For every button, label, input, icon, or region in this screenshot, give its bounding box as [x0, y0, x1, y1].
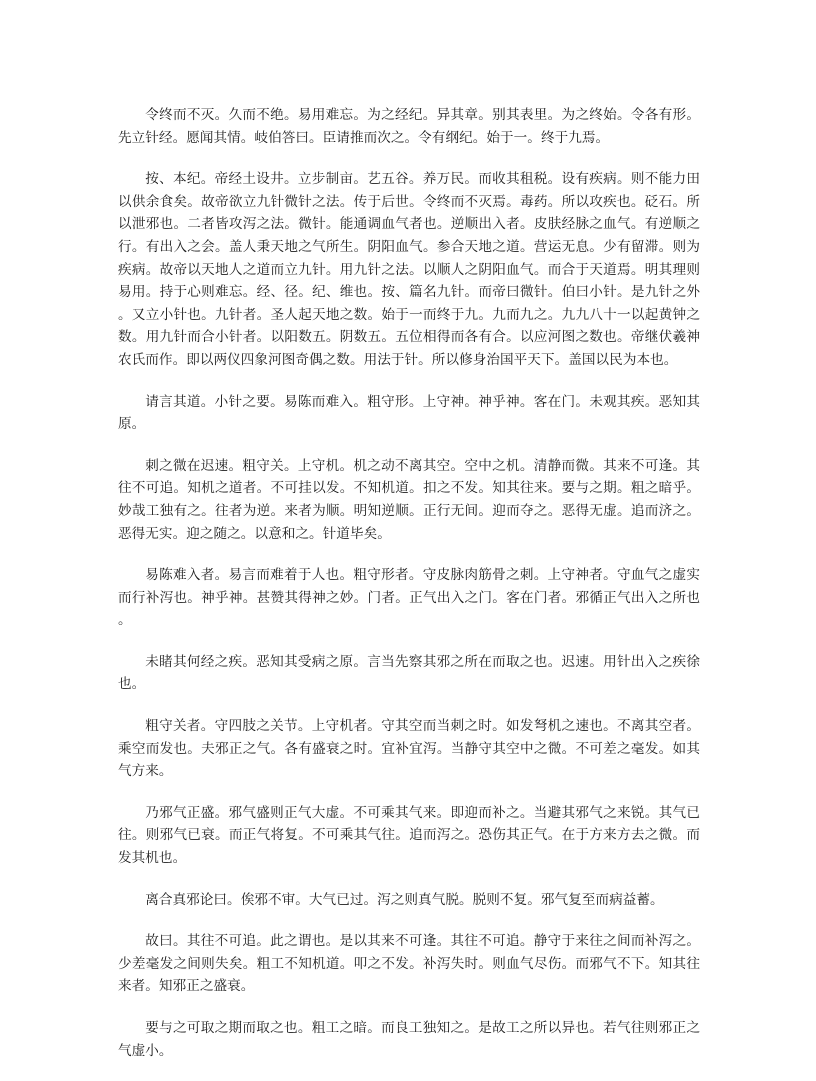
document-page [118, 104, 700, 1081]
paragraph-5: 易陈难入者。易言而难着于人也。粗守形者。守皮脉肉筋骨之刺。上守神者。守血气之虚实而行补泻也。神乎神。甚赞其得神之妙。门者。正气出入之门。客在门者。邪循正气出入之所也。 [118, 567, 700, 629]
paragraph-7: 粗守关者。守四肢之关节。上守机者。守其空而当刺之时。如发弩机之速也。不离其空者。乘空而发也。夫邪正之气。各有盛衰之时。宜补宜泻。当静守其空中之微。不可差之毫发。如其气方来。 [118, 718, 700, 780]
paragraph-11: 要与之可取之期而取之也。粗工之暗。而良工独知之。是故工之所以异也。若气往则邪正之气虚小。 [118, 1020, 700, 1059]
paragraph-3: 请言其道。小针之要。易陈而难入。粗守形。上守神。神乎神。客在门。未观其疾。恶知其原。 [118, 393, 700, 433]
paragraph-9: 离合真邪论曰。俟邪不审。大气已过。泻之则真气脱。脱则不复。邪气复至而病益蓄。 [145, 891, 664, 908]
paragraph-8: 乃邪气正盛。邪气盛则正气大虚。不可乘其气来。即迎而补之。当避其邪气之来锐。其气已往。则邪气已衰。而正气将复。不可乘其气往。追而泻之。恐伤其正气。在于方来方去之微。而发其机也。 [118, 804, 700, 867]
paragraph-6: 未睹其何经之疾。恶知其受病之原。言当先察其邪之所在而取之也。迟速。用针出入之疾徐也。 [118, 653, 700, 693]
paragraph-10: 故曰。其往不可追。此之谓也。是以其来不可逢。其往不可追。静守于来往之间而补泻之。少差毫发之间则失矣。粗工不知机道。叩之不发。补泻失时。则血气尽伤。而邪气不下。知其往来者。知邪正之盛衰。 [118, 933, 700, 995]
paragraph-4: 刺之微在迟速。粗守关。上守机。机之动不离其空。空中之机。清静而微。其来不可逢。其往不可追。知机之道者。不可挂以发。不知机道。扣之不发。知其往来。要与之期。粗之暗乎。妙哉工独有之。往者为逆。来者为顺。明知逆顺。正行无间。迎而夺之。恶得无虚。追而济之。恶得无实。迎之随之。以意和之。针道毕矣。 [118, 457, 700, 542]
paragraph-1: 令终而不灭。久而不绝。易用难忘。为之经纪。异其章。别其表里。为之终始。令各有形。先立针经。愿闻其情。岐伯答曰。臣请推而次之。令有纲纪。始于一。终于九焉。 [118, 107, 700, 146]
paragraph-2: 按、本纪。帝经土设井。立步制亩。艺五谷。养万民。而收其租税。设有疾病。则不能力田以供余食矣。故帝欲立九针微针之法。传于后世。令终而不灭焉。毒药。所以攻疾也。砭石。所以泄邪也。二者皆攻泻之法。微针。能通调血气者也。逆顺出入者。皮肤经脉之血气。有逆顺之行。有出入之会。盖人秉天地之气所生。阴阳血气。参合天地之道。营运无息。少有留滞。则为疾病。故帝以天地人之道而立九针。用九针之法。以顺人之阴阳血气。而合于天道焉。明其理则易用。持于心则难忘。经、径。纪、维也。按、篇名九针。而帝曰微针。伯曰小针。是九针之外。又立小针也。九针者。圣人起天地之数。始于一而终于九。九而九之。九九八十一以起黄钟之数。用九针而合小针者。以阳数五。阴数五。五位相得而各有合。以应河图之数也。帝继伏羲神农氏而作。即以两仪四象河图奇偶之数。用法于针。所以修身治国平天下。盖国以民为本也。 [118, 171, 700, 368]
